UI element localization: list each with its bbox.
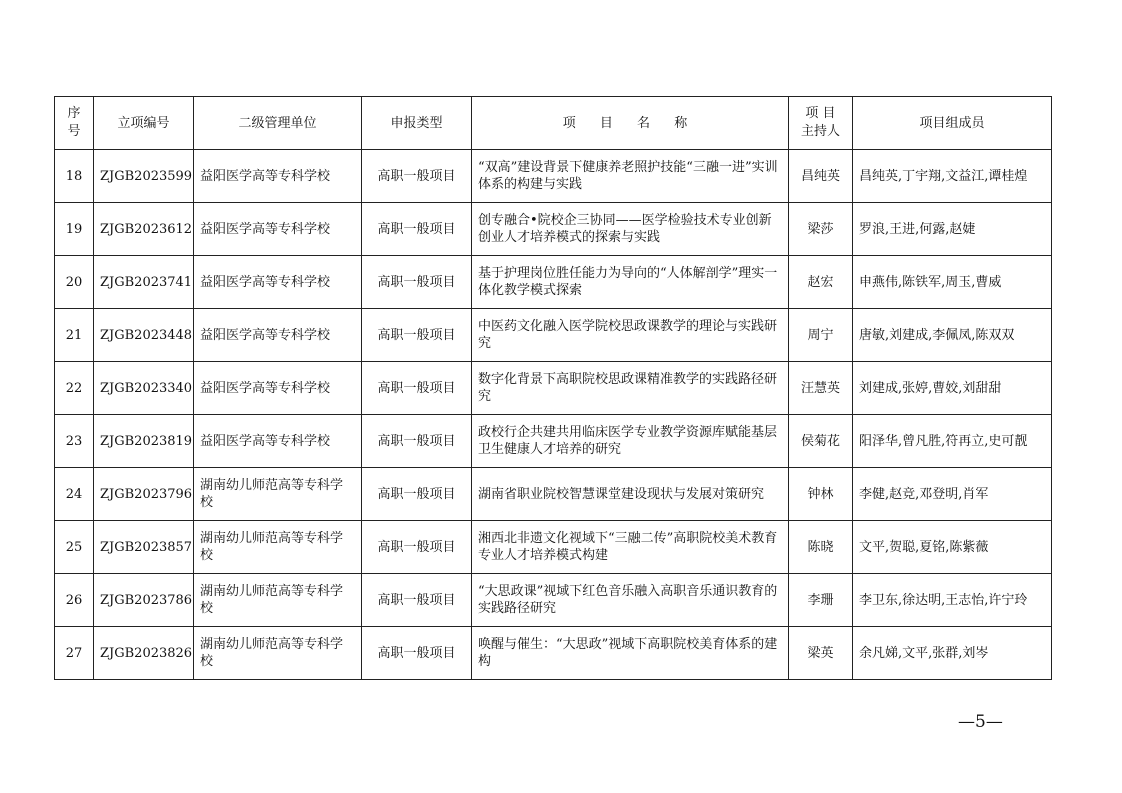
cell-title: “大思政课”视域下红色音乐融入高职音乐通识教育的实践路径研究 (472, 574, 789, 627)
cell-unit: 湖南幼儿师范高等专科学校 (194, 468, 362, 521)
cell-seq: 24 (55, 468, 94, 521)
cell-code: ZJGB2023340 (94, 362, 194, 415)
cell-host: 陈晓 (789, 521, 853, 574)
cell-title: 湘西北非遗文化视域下“三融二传”高职院校美术教育专业人才培养模式构建 (472, 521, 789, 574)
table-row (55, 521, 1052, 574)
header-seq-line1: 序 (67, 106, 81, 121)
cell-unit: 益阳医学高等专科学校 (194, 415, 362, 468)
cell-members: 昌纯英,丁宇翔,文益江,谭桂煌 (853, 150, 1052, 203)
cell-host: 钟林 (789, 468, 853, 521)
cell-host: 侯菊花 (789, 415, 853, 468)
table-row (55, 415, 1052, 468)
cell-code: ZJGB2023448 (94, 309, 194, 362)
header-unit: 二级管理单位 (194, 97, 362, 150)
cell-code: ZJGB2023857 (94, 521, 194, 574)
header-host-line1: 项 目 (805, 106, 836, 121)
cell-members: 文平,贺聪,夏铭,陈紫薇 (853, 521, 1052, 574)
table-row (55, 203, 1052, 256)
cell-unit: 益阳医学高等专科学校 (194, 256, 362, 309)
cell-host: 梁莎 (789, 203, 853, 256)
cell-title: 创专融合•院校企三协同——医学检验技术专业创新创业人才培养模式的探索与实践 (472, 203, 789, 256)
cell-title: 中医药文化融入医学院校思政课教学的理论与实践研究 (472, 309, 789, 362)
cell-members: 余凡娣,文平,张群,刘岑 (853, 627, 1052, 680)
header-members: 项目组成员 (853, 97, 1052, 150)
cell-type: 高职一般项目 (362, 627, 472, 680)
table-row (55, 468, 1052, 521)
table-header (55, 97, 1052, 150)
cell-unit: 湖南幼儿师范高等专科学校 (194, 521, 362, 574)
cell-code: ZJGB2023612 (94, 203, 194, 256)
header-seq-line2: 号 (67, 124, 81, 139)
cell-type: 高职一般项目 (362, 362, 472, 415)
cell-code: ZJGB2023826 (94, 627, 194, 680)
cell-type: 高职一般项目 (362, 521, 472, 574)
cell-seq: 18 (55, 150, 94, 203)
header-host-line2: 主持人 (800, 124, 840, 139)
cell-code: ZJGB2023819 (94, 415, 194, 468)
cell-code: ZJGB2023796 (94, 468, 194, 521)
cell-members: 唐敏,刘建成,李佩凤,陈双双 (853, 309, 1052, 362)
cell-members: 罗浪,王进,何露,赵婕 (853, 203, 1052, 256)
cell-code: ZJGB2023786 (94, 574, 194, 627)
cell-type: 高职一般项目 (362, 203, 472, 256)
cell-title: 唤醒与催生：“大思政”视域下高职院校美育体系的建构 (472, 627, 789, 680)
cell-unit: 益阳医学高等专科学校 (194, 309, 362, 362)
cell-type: 高职一般项目 (362, 150, 472, 203)
cell-members: 阳泽华,曾凡胜,符再立,史可靓 (853, 415, 1052, 468)
table-row (55, 150, 1052, 203)
cell-seq: 23 (55, 415, 94, 468)
table-row (55, 574, 1052, 627)
cell-seq: 20 (55, 256, 94, 309)
cell-unit: 益阳医学高等专科学校 (194, 203, 362, 256)
cell-title: “双高”建设背景下健康养老照护技能“三融一进”实训体系的构建与实践 (472, 150, 789, 203)
cell-title: 基于护理岗位胜任能力为导向的“人体解剖学”理实一体化教学模式探索 (472, 256, 789, 309)
cell-code: ZJGB2023599 (94, 150, 194, 203)
cell-unit: 益阳医学高等专科学校 (194, 150, 362, 203)
header-seq (55, 97, 94, 150)
cell-unit: 湖南幼儿师范高等专科学校 (194, 574, 362, 627)
page-number: —5— (958, 712, 1003, 732)
table-row (55, 627, 1052, 680)
cell-title: 湖南省职业院校智慧课堂建设现状与发展对策研究 (472, 468, 789, 521)
header-project-code: 立项编号 (94, 97, 194, 150)
cell-seq: 27 (55, 627, 94, 680)
table-body (55, 150, 1052, 680)
cell-seq: 26 (55, 574, 94, 627)
cell-code: ZJGB2023741 (94, 256, 194, 309)
cell-unit: 益阳医学高等专科学校 (194, 362, 362, 415)
cell-host: 李珊 (789, 574, 853, 627)
cell-type: 高职一般项目 (362, 309, 472, 362)
cell-seq: 25 (55, 521, 94, 574)
cell-host: 梁英 (789, 627, 853, 680)
cell-host: 赵宏 (789, 256, 853, 309)
cell-type: 高职一般项目 (362, 468, 472, 521)
cell-type: 高职一般项目 (362, 256, 472, 309)
table-row (55, 256, 1052, 309)
cell-title: 数字化背景下高职院校思政课精准教学的实践路径研究 (472, 362, 789, 415)
cell-host: 周宁 (789, 309, 853, 362)
header-title: 项 目 名 称 (472, 97, 789, 150)
cell-members: 李卫东,徐达明,王志怡,许宁玲 (853, 574, 1052, 627)
header-host (789, 97, 853, 150)
cell-type: 高职一般项目 (362, 415, 472, 468)
cell-host: 昌纯英 (789, 150, 853, 203)
table-row (55, 362, 1052, 415)
table-row (55, 309, 1052, 362)
cell-members: 刘建成,张婷,曹姣,刘甜甜 (853, 362, 1052, 415)
header-type: 申报类型 (362, 97, 472, 150)
cell-title: 政校行企共建共用临床医学专业教学资源库赋能基层卫生健康人才培养的研究 (472, 415, 789, 468)
header-row (55, 97, 1052, 150)
cell-seq: 21 (55, 309, 94, 362)
cell-seq: 19 (55, 203, 94, 256)
project-table (54, 96, 1052, 680)
cell-members: 申燕伟,陈铁军,周玉,曹威 (853, 256, 1052, 309)
cell-host: 汪慧英 (789, 362, 853, 415)
cell-members: 李健,赵竞,邓登明,肖军 (853, 468, 1052, 521)
cell-unit: 湖南幼儿师范高等专科学校 (194, 627, 362, 680)
cell-seq: 22 (55, 362, 94, 415)
cell-type: 高职一般项目 (362, 574, 472, 627)
